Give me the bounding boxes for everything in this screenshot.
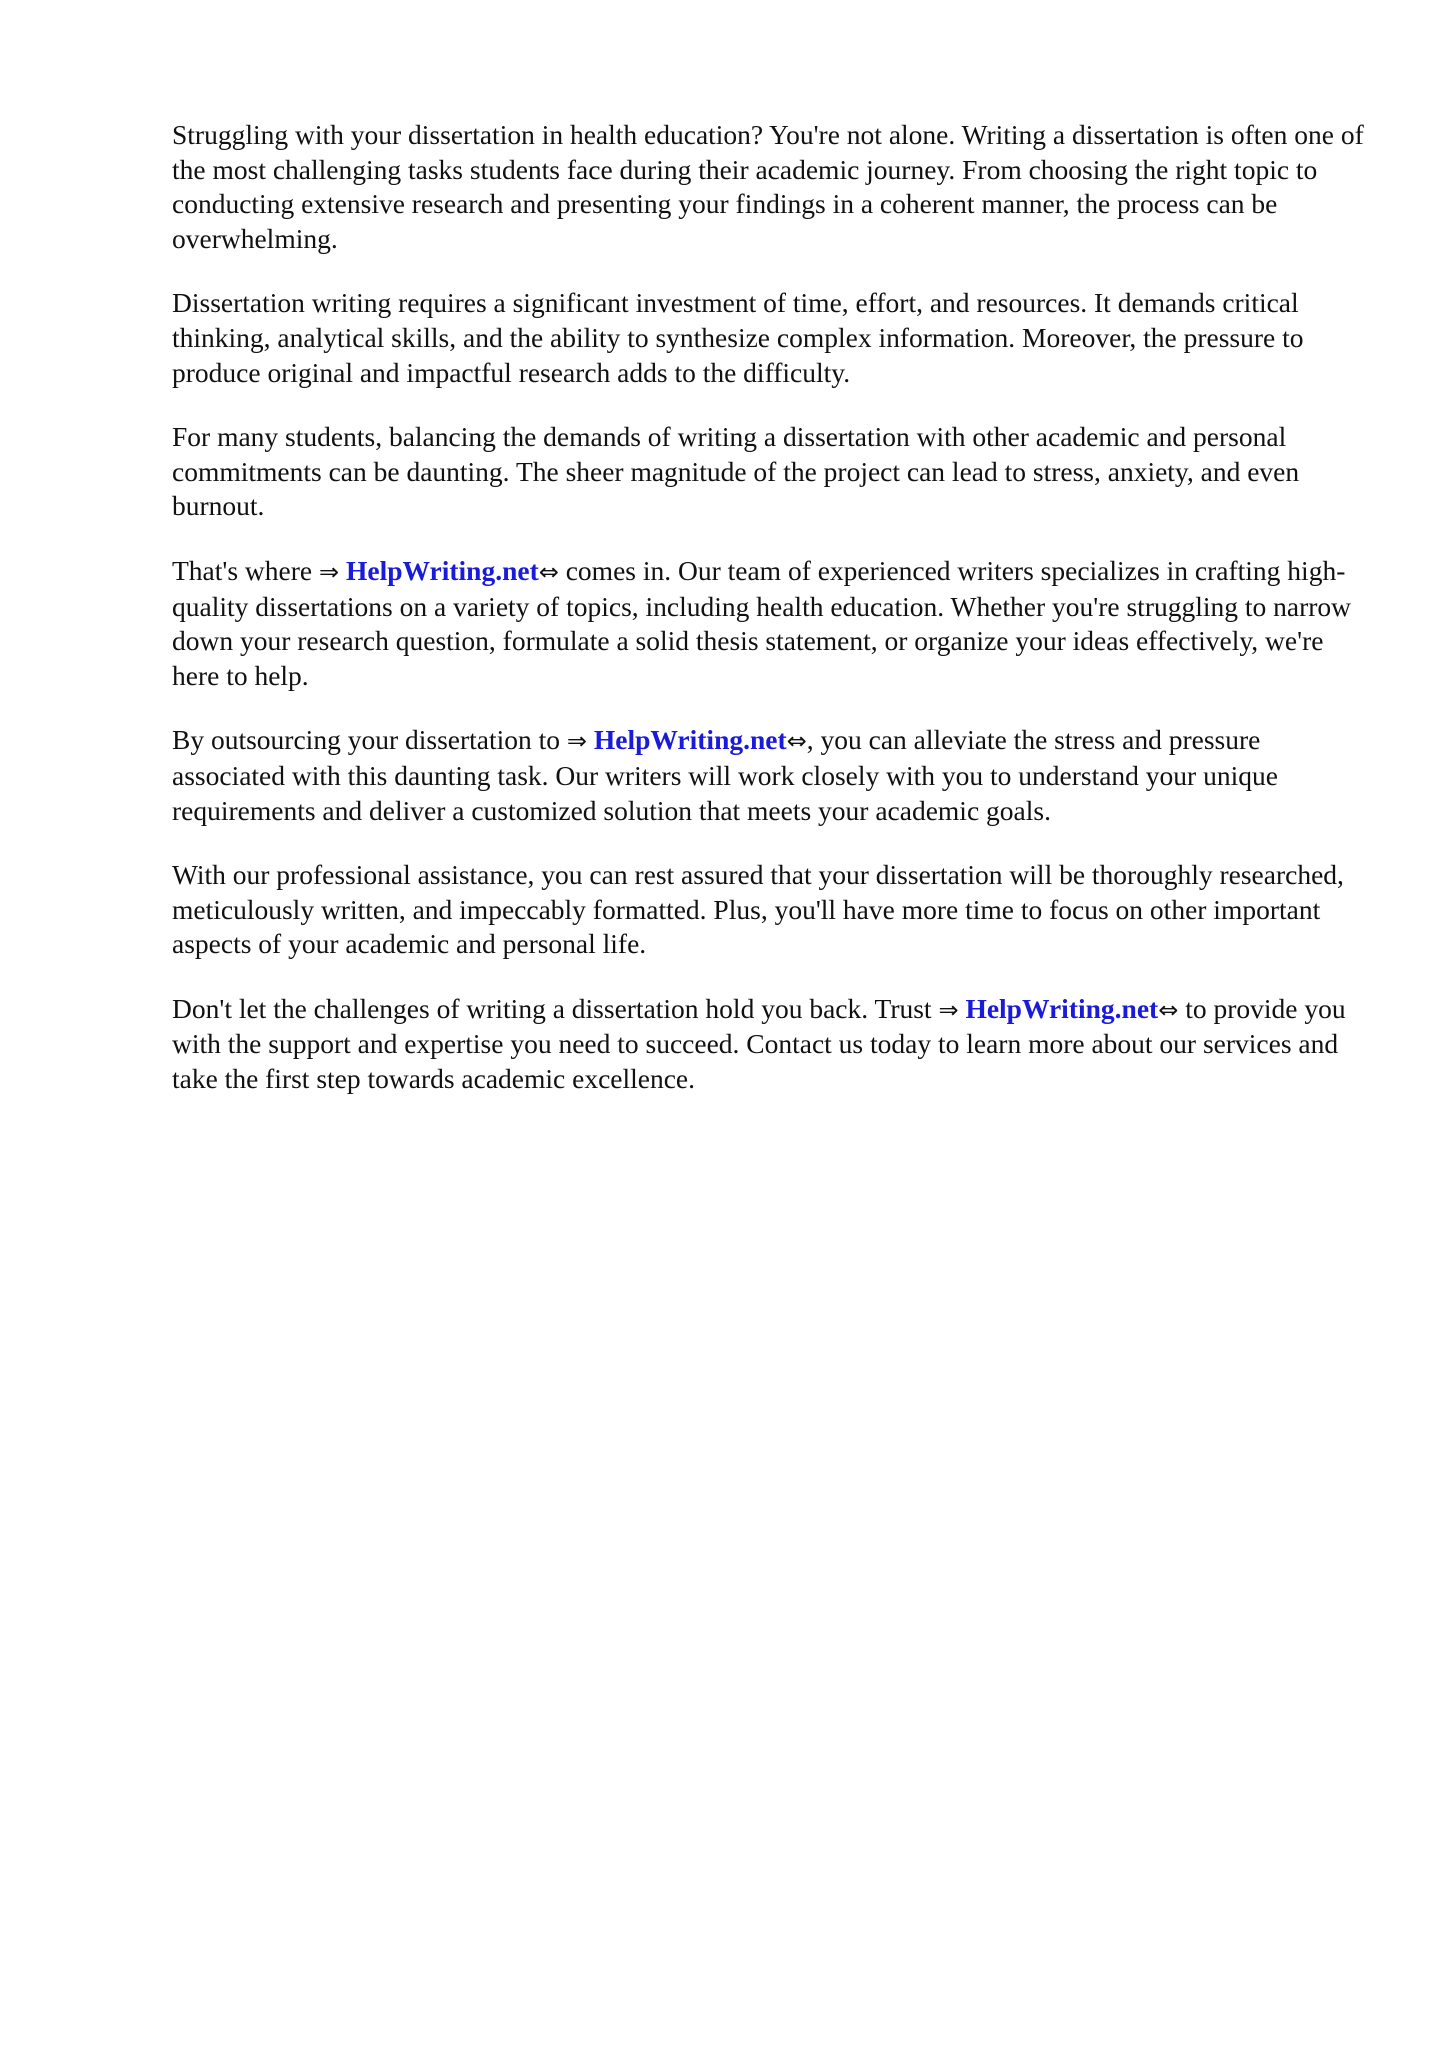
- paragraph-4-tail: comes in. Our team of experienced writers specializes in crafting high-quality dissertations on a variety of topics, including health education. Whether you're struggling to narrow down your research question, formulate a solid thesis statement, or organize your ideas effectively, we're here to help.: [172, 554, 1352, 691]
- right-arrow-icon: ⇒: [938, 995, 959, 1024]
- helpwriting-link[interactable]: HelpWriting.net: [965, 992, 1159, 1024]
- paragraph-7-lead: Don't let the challenges of writing a dissertation hold you back. Trust: [172, 992, 939, 1024]
- paragraph-5: [172, 723, 1372, 828]
- helpwriting-link[interactable]: HelpWriting.net: [593, 724, 787, 756]
- document-body: [172, 118, 1372, 1127]
- paragraph-5-tail: , you can alleviate the stress and pressure associated with this daunting task. Our writers will work closely with you to understand your unique requirements and deliver a customized solution that meets your academic goals.: [172, 724, 1278, 826]
- right-arrow-icon: ⇒: [566, 727, 588, 756]
- helpwriting-link[interactable]: HelpWriting.net: [345, 554, 539, 586]
- paragraph-3: For many students, balancing the demands of writing a dissertation with other academic and personal commitments can be daunting. The sheer magnitude of the project can lead to stress, anxiety, and even burnout.: [172, 421, 1300, 522]
- paragraph-7: [172, 992, 1372, 1097]
- paragraph-4: [172, 554, 1372, 693]
- paragraph-5-lead: By outsourcing your dissertation to: [172, 724, 567, 756]
- left-right-arrow-icon: ⇔: [786, 727, 807, 756]
- paragraph-1: Struggling with your dissertation in health education? You're not alone. Writing a dissertation is often one of the most challenging tasks students face during their academic journey. From choosing the right topic to conducting extensive research and presenting your findings in a coherent manner, the process can be overwhelming.: [172, 119, 1364, 254]
- paragraph-7-tail: to provide you with the support and expertise you need to succeed. Contact us today to learn more about our services and take the first step towards academic excellence.: [172, 992, 1346, 1095]
- paragraph-4-lead: That's where: [172, 554, 319, 586]
- right-arrow-icon: ⇒: [318, 557, 340, 586]
- paragraph-2: Dissertation writing requires a significant investment of time, effort, and resources. It demands critical thinking, analytical skills, and the ability to synthesize complex information. Moreover, the pressure to produce original and impactful research adds to the difficulty.: [172, 287, 1304, 388]
- left-right-arrow-icon: ⇔: [538, 557, 559, 586]
- paragraph-6: With our professional assistance, you can rest assured that your dissertation will be thoroughly researched, meticulously written, and impeccably formatted. Plus, you'll have more time to focus on other important aspects of your academic and personal life.: [172, 859, 1344, 960]
- left-right-arrow-icon: ⇔: [1158, 995, 1179, 1024]
